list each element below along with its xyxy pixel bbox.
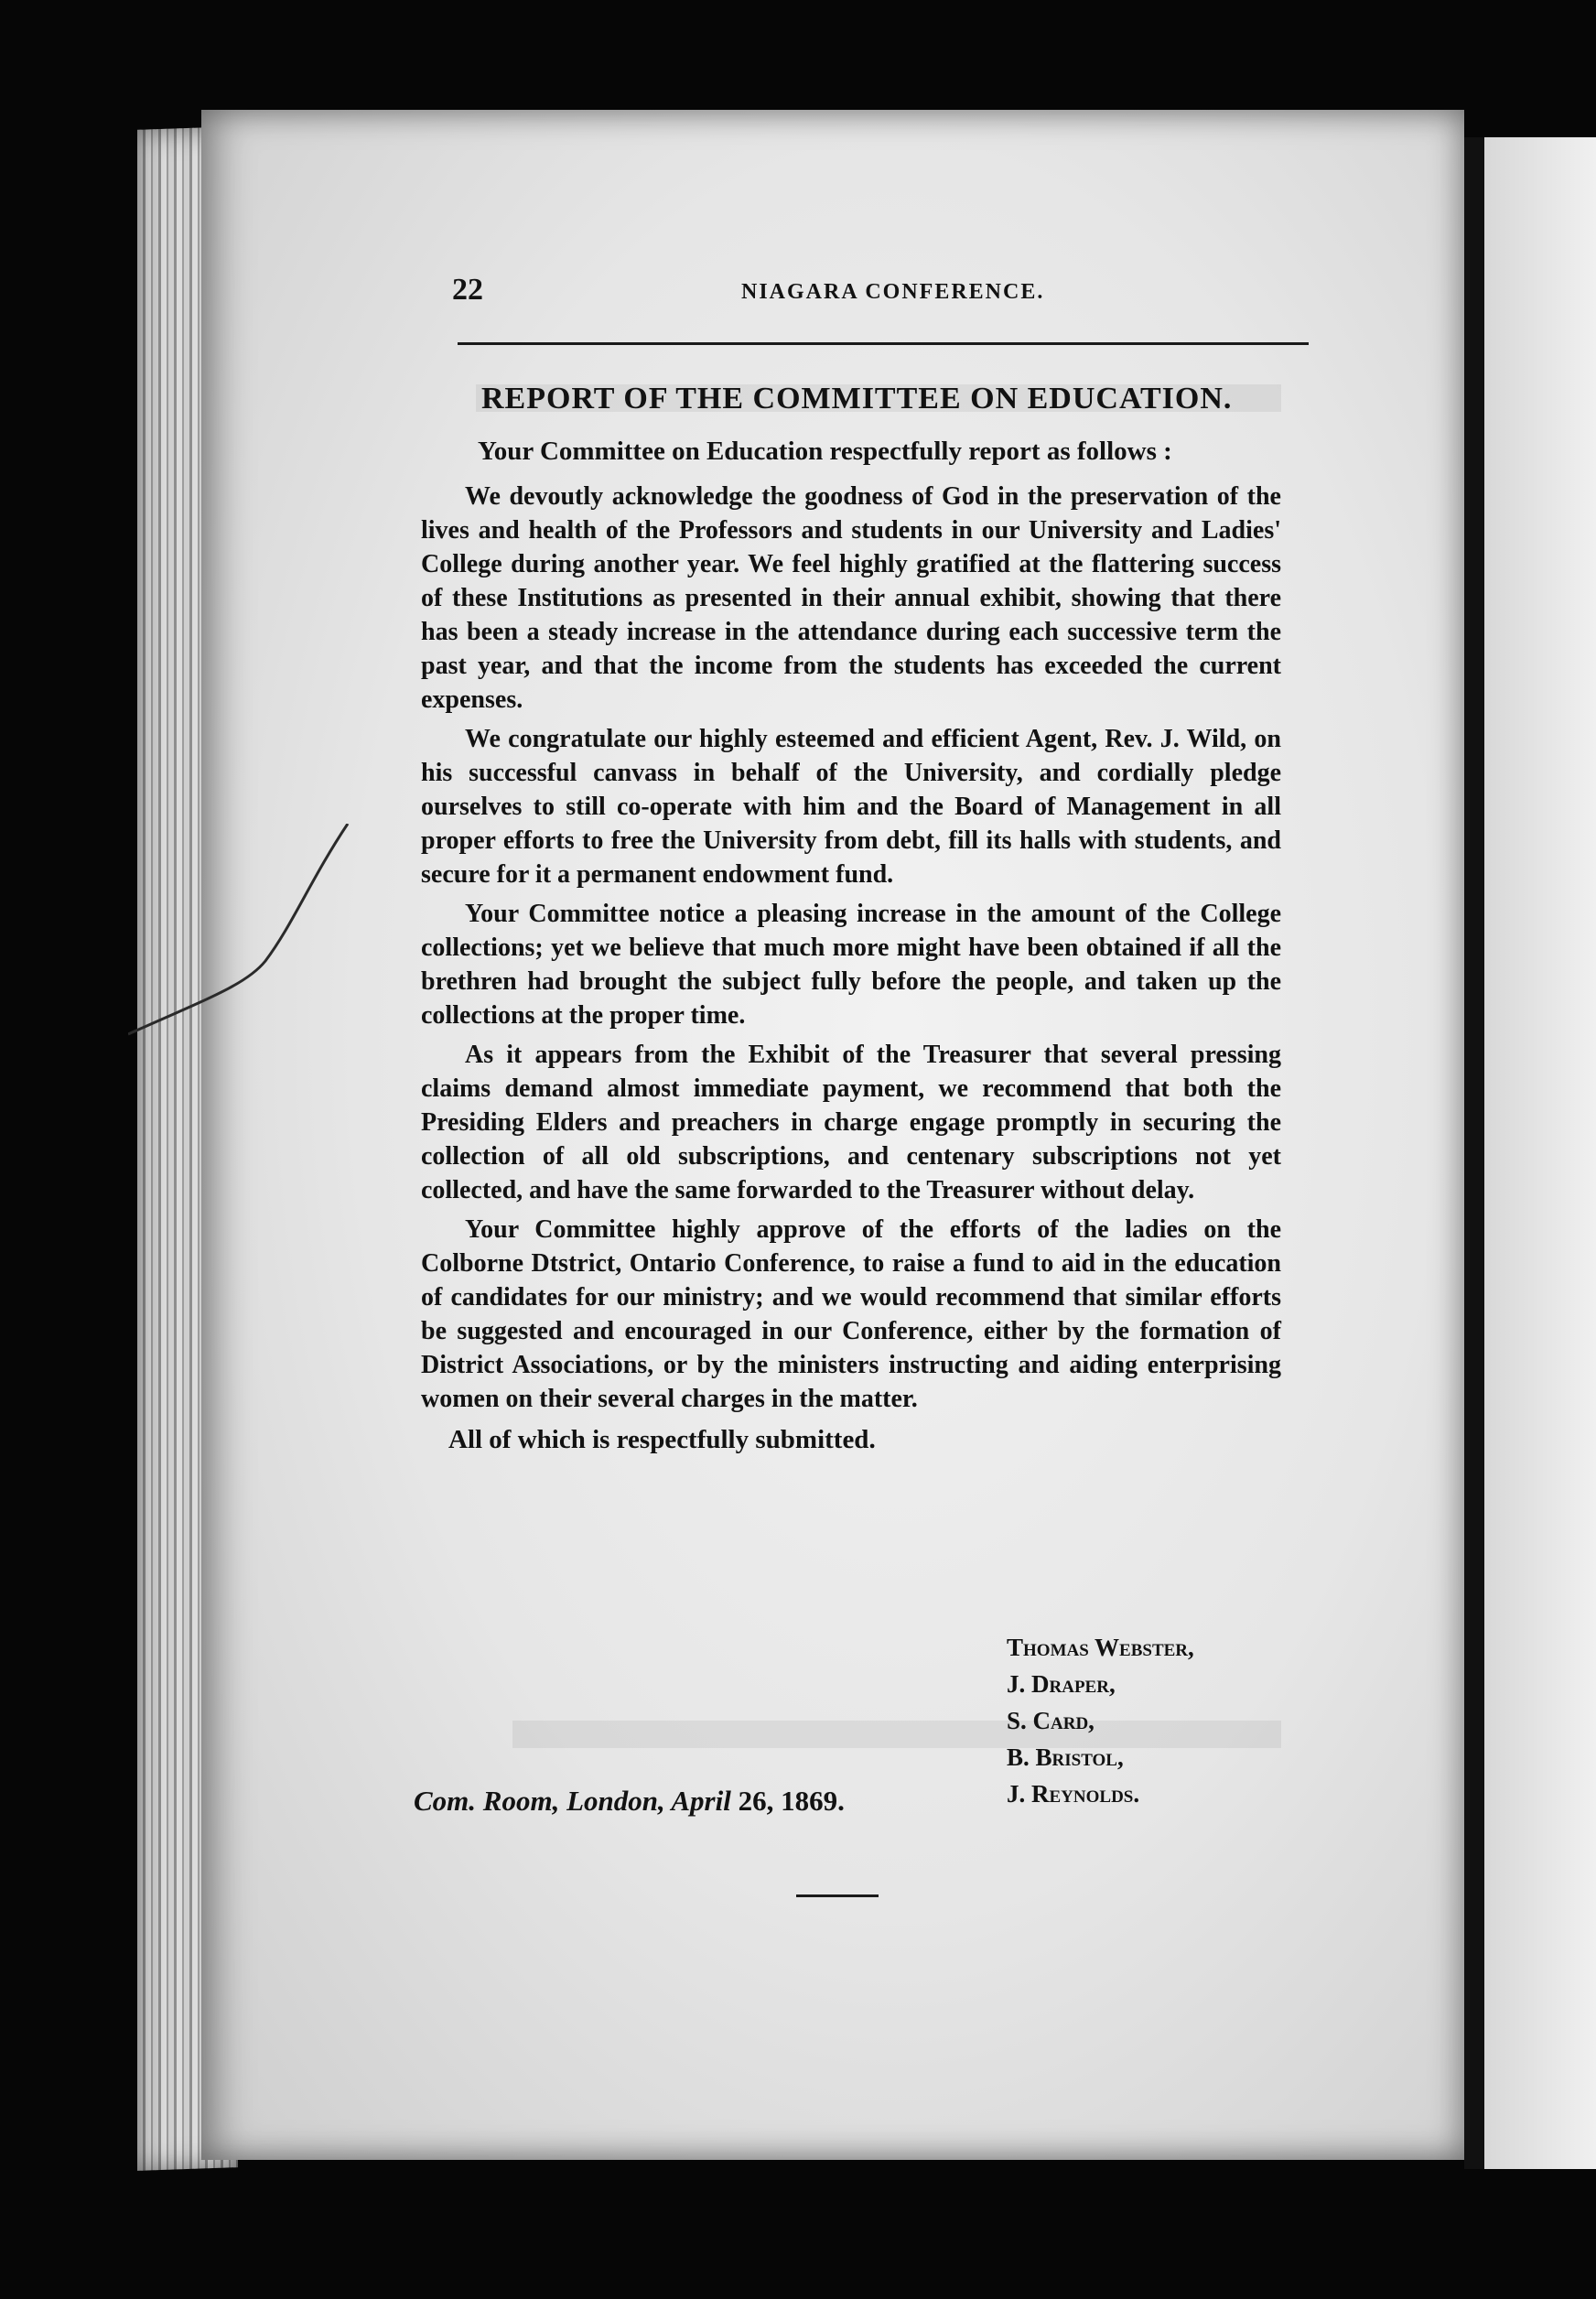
page-number: 22 — [452, 273, 483, 307]
report-paragraph: We devoutly acknowledge the goodness of God in the preservation of the lives and health of the Professors and students in our University and Ladies' College during another year. We feel highly gratified at the flattering success of these Institutions as presented in their annual exhibit, showing that there has been a steady increase in the attendance during each successive term the past year, and that the income from the students has exceeded the current expenses. — [421, 482, 1281, 714]
running-head — [421, 265, 1299, 317]
report-intro: Your Committee on Education respectfully report as follows : — [478, 437, 1172, 466]
place-date-line — [414, 1785, 845, 1818]
end-rule — [796, 1894, 879, 1897]
report-paragraph: As it appears from the Exhibit of the Treasurer that several pressing claims demand almost immediate payment, we recommend that both the Presiding Elders and preachers in charge engage promptly in securing the collection of all old subscriptions, and centenary subscriptions not yet collected, and have the same forwarded to the Treasurer without delay. — [421, 1041, 1281, 1204]
place-date-day-year: 26, 1869. — [738, 1785, 845, 1817]
report-title: REPORT OF THE COMMITTEE ON EDUCATION. — [481, 382, 1233, 416]
signatories — [1007, 1629, 1194, 1812]
facing-page-edge — [1484, 137, 1596, 2169]
pencil-mark — [128, 824, 357, 1052]
signatory: J. Reynolds. — [1007, 1780, 1140, 1808]
closing-line: All of which is respectfully submitted. — [448, 1425, 876, 1454]
page-content — [414, 265, 1299, 1817]
signatory: B. Bristol, — [1007, 1743, 1124, 1771]
report-paragraph: Your Committee notice a pleasing increase in the amount of the College collections; yet we believe that much more might have been obtained if all the brethren had brought the subject fully before the people, and taken up the collections at the proper time. — [421, 900, 1281, 1030]
report-paragraph: We congratulate our highly esteemed and efficient Agent, Rev. J. Wild, on his successful canvass in behalf of the University, and cordially pledge ourselves to still co-operate with him and the Board of Management in all proper efforts to free the University from debt, fill its halls with students, and secure for it a permanent endowment fund. — [421, 725, 1281, 889]
place-date-prefix: Com. Room, London, April — [414, 1785, 739, 1817]
header-rule — [458, 342, 1309, 345]
gutter-shadow — [1464, 137, 1484, 2169]
signatory: S. Card, — [1007, 1707, 1095, 1734]
signatory: Thomas Webster, — [1007, 1634, 1194, 1661]
report-paragraph: Your Committee highly approve of the efforts of the ladies on the Colborne Dtstrict, Ontario Conference, to raise a fund to aid in the education of candidates for our ministry; and we would recommend that similar efforts be suggested and encouraged in our Conference, either by the formation of District Associations, or by the ministers instructing and aiding enterprising women on their several charges in the matter. — [421, 1215, 1281, 1413]
running-title: NIAGARA CONFERENCE. — [741, 280, 1045, 304]
signatory: J. Draper, — [1007, 1670, 1116, 1698]
